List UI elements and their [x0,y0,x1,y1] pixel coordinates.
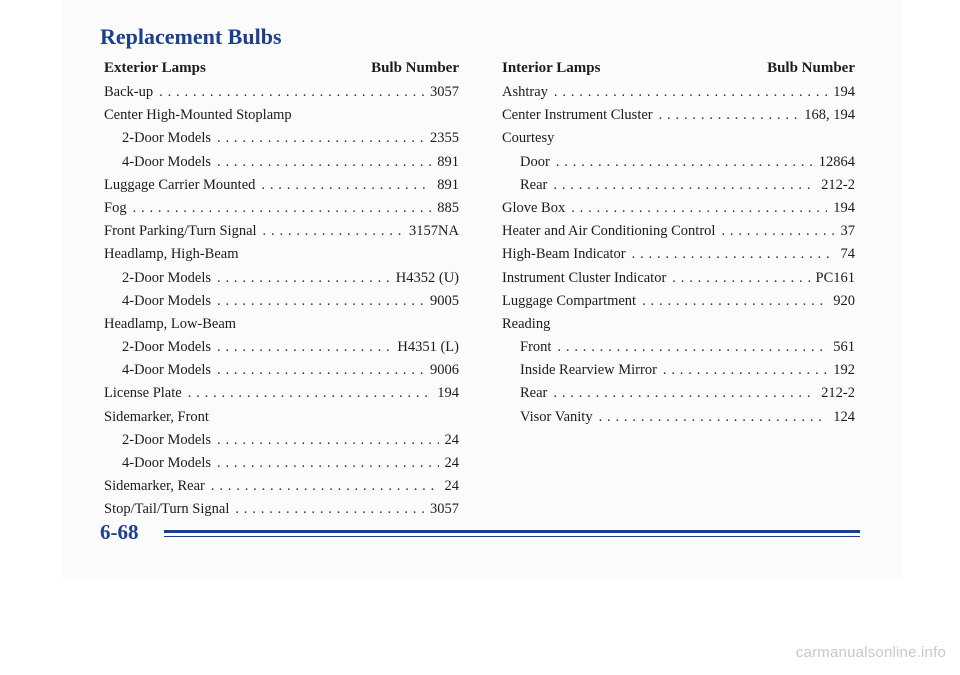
bulb-number: 920 [833,292,855,309]
lamp-label: Sidemarker, Rear [104,478,205,495]
lamp-label: 2-Door Models [122,339,212,356]
list-item [104,243,459,266]
lamp-label: Luggage Compartment [502,292,637,309]
dot-leader [217,267,390,290]
dot-leader [261,174,431,197]
interior-lamps-column [502,57,855,429]
list-item [502,243,855,266]
bulb-number: H4352 (U) [395,269,459,286]
list-item [502,220,855,243]
dot-leader [159,81,424,104]
lamp-label: 4-Door Models [122,153,212,170]
list-item [502,290,855,313]
bulb-number: 37 [840,223,855,240]
list-item [104,151,459,174]
exterior-lamps-heading: Exterior Lamps [104,60,206,76]
dot-leader [556,151,813,174]
exterior-lamps-header [104,57,459,79]
lamp-label: Headlamp, Low-Beam [104,315,237,332]
dot-leader [217,127,424,150]
bulb-number: 124 [833,408,855,425]
bulb-number: 3157NA [409,223,459,240]
lamp-label: Reading [502,315,551,332]
interior-bulb-number-heading: Bulb Number [767,60,855,76]
dot-leader [553,382,815,405]
lamp-label: Headlamp, High-Beam [104,246,239,263]
list-item [502,81,855,104]
exterior-lamps-column [104,57,459,522]
bulb-number: 74 [840,246,855,263]
lamp-label: Visor Vanity [520,408,593,425]
bulb-number: 3057 [430,501,459,518]
dot-leader [554,81,827,104]
list-item [104,359,459,382]
dot-leader [672,267,809,290]
bulb-number: 561 [833,339,855,356]
dot-leader [235,498,424,521]
list-item [502,313,855,336]
list-item [502,127,855,150]
lamp-label: Heater and Air Conditioning Control [502,223,716,240]
lamp-label: License Plate [104,385,182,402]
page-footer [100,520,860,550]
lamp-label: Luggage Carrier Mounted [104,176,256,193]
bulb-number: 194 [833,199,855,216]
watermark: carmanualsonline.info [795,644,946,661]
dot-leader [642,290,827,313]
dot-leader [217,290,424,313]
bulb-number: 891 [437,153,459,170]
exterior-lamps-list [104,81,459,522]
dot-leader [217,452,438,475]
bulb-number: PC161 [815,269,855,286]
lamp-label: Ashtray [502,84,548,100]
list-item [104,313,459,336]
dot-leader [599,406,828,429]
list-item [502,406,855,429]
lamp-label: Rear [520,176,548,193]
footer-rule-thick [164,530,860,533]
bulb-number: 9005 [430,292,459,309]
bulb-number: 2355 [430,130,459,147]
interior-lamps-heading: Interior Lamps [502,60,601,76]
lamp-label: 4-Door Models [122,292,212,309]
dot-leader [659,104,799,127]
list-item [104,475,459,498]
list-item [104,174,459,197]
bulb-number: H4351 (L) [397,339,459,356]
list-item [104,452,459,475]
dot-leader [557,336,827,359]
list-item [502,359,855,382]
lamp-label: 4-Door Models [122,455,212,471]
lamp-label: 2-Door Models [122,269,212,286]
lamp-label: Instrument Cluster Indicator [502,269,667,286]
bulb-number: 212-2 [821,176,855,193]
list-item [502,336,855,359]
list-item [104,104,459,127]
lamp-label: Door [520,153,550,170]
dot-leader [263,220,404,243]
bulb-number: 885 [437,199,459,216]
interior-lamps-header [502,57,855,79]
bulb-number: 168, 194 [804,107,855,124]
page-title: Replacement Bulbs [100,24,282,49]
list-item [502,151,855,174]
footer-rule-thin [164,536,860,537]
lamp-label: Rear [520,385,548,402]
list-item [104,81,459,104]
bulb-number: 194 [437,385,459,402]
lamp-label: Sidemarker, Front [104,408,209,425]
lamp-label: Inside Rearview Mirror [520,362,657,379]
bulb-number: 212-2 [821,385,855,402]
dot-leader [211,475,439,498]
dot-leader [721,220,834,243]
list-item [104,267,459,290]
dot-leader [663,359,827,382]
interior-lamps-list [502,81,855,429]
lamp-label: Stop/Tail/Turn Signal [104,501,230,518]
page-number: 6-68 [100,520,139,544]
lamp-label: Front [520,339,552,356]
list-item [104,290,459,313]
list-item [104,127,459,150]
list-item [502,174,855,197]
dot-leader [217,429,438,452]
dot-leader [632,243,835,266]
list-item [104,336,459,359]
lamp-label: 4-Door Models [122,362,212,379]
bulb-number: 9006 [430,362,459,379]
bulb-number: 24 [444,478,459,495]
list-item [104,382,459,405]
footer-rule [164,530,860,542]
lamp-label: Front Parking/Turn Signal [104,223,257,240]
list-item [104,498,459,521]
dot-leader [553,174,815,197]
lamp-label: Back-up [104,84,154,100]
list-item [502,104,855,127]
lamp-label: High-Beam Indicator [502,246,626,263]
bulb-number: 3057 [430,84,459,100]
bulb-number: 192 [833,362,855,379]
dot-leader [133,197,432,220]
dot-leader [571,197,827,220]
dot-leader [188,382,432,405]
list-item [502,267,855,290]
exterior-bulb-number-heading: Bulb Number [371,60,459,76]
bulb-number: 24 [444,455,459,471]
bulb-number: 194 [833,84,855,100]
lamp-label: Center Instrument Cluster [502,107,653,124]
list-item [502,197,855,220]
list-item [104,406,459,429]
lamp-label: 2-Door Models [122,130,212,147]
lamp-label: Center High-Mounted Stoplamp [104,107,292,124]
list-item [104,197,459,220]
lamp-label: Glove Box [502,199,566,216]
list-item [104,220,459,243]
lamp-label: Fog [104,199,127,216]
bulb-number: 12864 [818,153,855,170]
lamp-label: 2-Door Models [122,431,212,448]
dot-leader [217,151,431,174]
bulb-number: 24 [444,431,459,448]
list-item [502,382,855,405]
lamp-label: Courtesy [502,130,555,147]
bulb-number: 891 [437,176,459,193]
dot-leader [217,336,391,359]
list-item [104,429,459,452]
dot-leader [217,359,424,382]
